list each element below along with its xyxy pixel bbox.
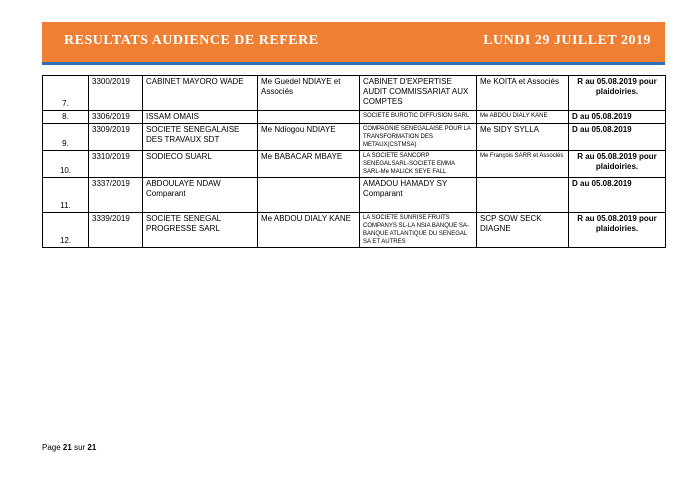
decision-text: R au 05.08.2019 pour plaidoiries. [577, 77, 657, 96]
defendant: SOCIETE BUROTIC DIFFUSION SARL [360, 111, 477, 124]
defendant-lawyer: Me François SARR et Associés [477, 151, 569, 178]
decision: D au 05.08.2019 [569, 178, 666, 213]
page-footer [42, 443, 96, 452]
decision [569, 213, 666, 248]
case-number: 3339/2019 [89, 213, 143, 248]
decision-text: R au 05.08.2019 pour plaidoiries. [577, 152, 657, 171]
hearing-date: LUNDI 29 JUILLET 2019 [483, 33, 651, 48]
plaintiff-lawyer: Me ABDOU DIALY KANE [258, 213, 360, 248]
case-number: 3337/2019 [89, 178, 143, 213]
case-number: 3310/2019 [89, 151, 143, 178]
page-current: 21 [62, 443, 72, 452]
table-row [43, 151, 666, 178]
header-banner [42, 22, 665, 62]
table-row [43, 178, 666, 213]
defendant: COMPAGNIE SENEGALAISE POUR LA TRANSFORMATION DES METAUX(CSTMSA) [360, 124, 477, 151]
defendant-lawyer: Me ABDOU DIALY KANE [477, 111, 569, 124]
defendant: LA SOCIETE SUNRISE FRUITS COMPANYS SL-LA NSIA BANQUE SA-BANQUE ATLANTIQUE DU SENEGAL SA ET AUTRES [360, 213, 477, 248]
decision [569, 151, 666, 178]
plaintiff: CABINET MAYORO WADE [143, 76, 258, 111]
defendant-lawyer: Me SIDY SYLLA [477, 124, 569, 151]
case-number: 3309/2019 [89, 124, 143, 151]
defendant: CABINET D'EXPERTISE AUDIT COMMISSARIAT AUX COMPTES [360, 76, 477, 111]
decision: D au 05.08.2019 [569, 124, 666, 151]
plaintiff: ISSAM OMAIS [143, 111, 258, 124]
plaintiff-lawyer: Me BABACAR MBAYE [258, 151, 360, 178]
row-number: 7. [43, 76, 89, 111]
plaintiff: SODIECO SUARL [143, 151, 258, 178]
table-row [43, 213, 666, 248]
table-row [43, 76, 666, 111]
plaintiff-lawyer [258, 111, 360, 124]
row-number: 10. [43, 151, 89, 178]
decision: D au 05.08.2019 [569, 111, 666, 124]
defendant: AMADOU HAMADY SY Comparant [360, 178, 477, 213]
plaintiff: SOCIETE SENEGAL PROGRESSE SARL [143, 213, 258, 248]
plaintiff: ABDOULAYE NDAW Comparant [143, 178, 258, 213]
defendant-lawyer: Me KOITA et Associés [477, 76, 569, 111]
defendant: LA SOCIETE SANCORP SENEGALSARL-SOCIETE EMMA SARL-Me MALICK SEYE FALL [360, 151, 477, 178]
plaintiff-lawyer [258, 178, 360, 213]
page-total: 21 [87, 443, 97, 452]
defendant-lawyer: SCP SOW SECK DIAGNE [477, 213, 569, 248]
plaintiff-lawyer: Me Guedel NDIAYE et Associés [258, 76, 360, 111]
defendant-lawyer [477, 178, 569, 213]
case-number: 3300/2019 [89, 76, 143, 111]
plaintiff-lawyer: Me Ndiogou NDIAYE [258, 124, 360, 151]
page-mid: sur [74, 443, 86, 452]
decision-text: R au 05.08.2019 pour plaidoiries. [577, 214, 657, 233]
plaintiff: SOCIETE SENEGALAISE DES TRAVAUX SDT [143, 124, 258, 151]
table-row [43, 124, 666, 151]
table-row [43, 111, 666, 124]
row-number: 12. [43, 213, 89, 248]
row-number: 8. [43, 111, 89, 124]
row-number: 11. [43, 178, 89, 213]
results-table [42, 75, 666, 248]
page-title: RESULTATS AUDIENCE DE REFERE [64, 33, 319, 48]
row-number: 9. [43, 124, 89, 151]
case-number: 3306/2019 [89, 111, 143, 124]
decision [569, 76, 666, 111]
page-prefix: Page [42, 443, 61, 452]
